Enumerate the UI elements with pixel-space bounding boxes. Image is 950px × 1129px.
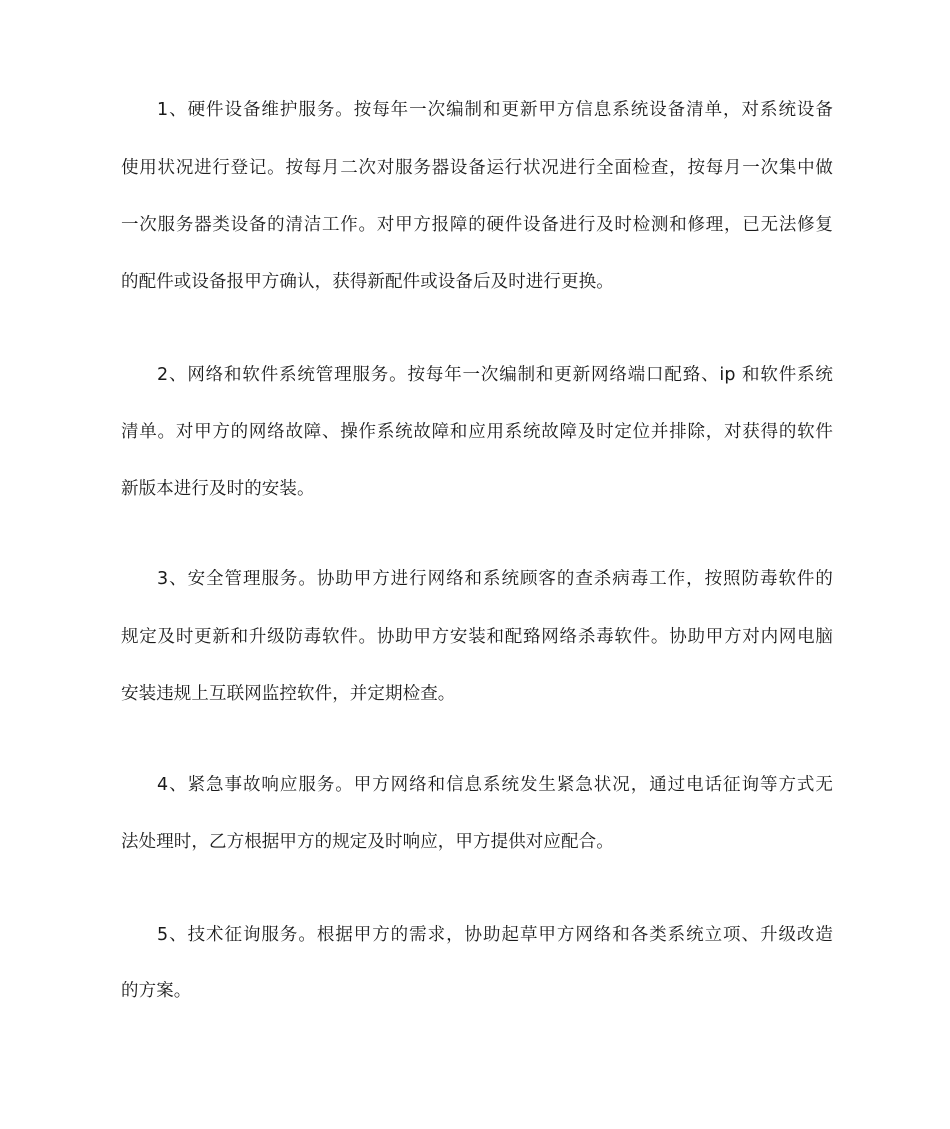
paragraph-line: 4、紧急事故响应服务。甲方网络和信息系统发生紧急状况，通过电话征询等方式无 <box>157 775 833 795</box>
paragraph-line: 1、硬件设备维护服务。按每年一次编制和更新甲方信息系统设备清单，对系统设备 <box>157 100 833 120</box>
paragraph-line: 新版本进行及时的安装。 <box>121 479 315 499</box>
paragraph-line: 的配件或设备报甲方确认，获得新配件或设备后及时进行更换。 <box>121 272 614 292</box>
paragraph-line: 使用状况进行登记。按每月二次对服务器设备运行状况进行全面检查，按每月一次集中做 <box>121 158 833 178</box>
paragraph-line: 规定及时更新和升级防毒软件。协助甲方安装和配臵网络杀毒软件。协助甲方对内网电脑 <box>121 627 833 647</box>
paragraph-line: 安装违规上互联网监控软件，并定期检查。 <box>121 684 456 704</box>
paragraph-line: 一次服务器类设备的清洁工作。对甲方报障的硬件设备进行及时检测和修理，已无法修复 <box>121 215 833 235</box>
paragraph-line: 2、网络和软件系统管理服务。按每年一次编制和更新网络端口配臵、ip 和软件系统 <box>157 365 833 385</box>
paragraph-line: 法处理时，乙方根据甲方的规定及时响应，甲方提供对应配合。 <box>121 832 614 852</box>
paragraph-line: 清单。对甲方的网络故障、操作系统故障和应用系统故障及时定位并排除，对获得的软件 <box>121 422 833 442</box>
paragraph-line: 5、技术征询服务。根据甲方的需求，协助起草甲方网络和各类系统立项、升级改造 <box>157 925 833 945</box>
paragraph-line: 3、安全管理服务。协助甲方进行网络和系统顾客的查杀病毒工作，按照防毒软件的 <box>157 569 833 589</box>
paragraph-line: 的方案。 <box>121 981 192 1001</box>
